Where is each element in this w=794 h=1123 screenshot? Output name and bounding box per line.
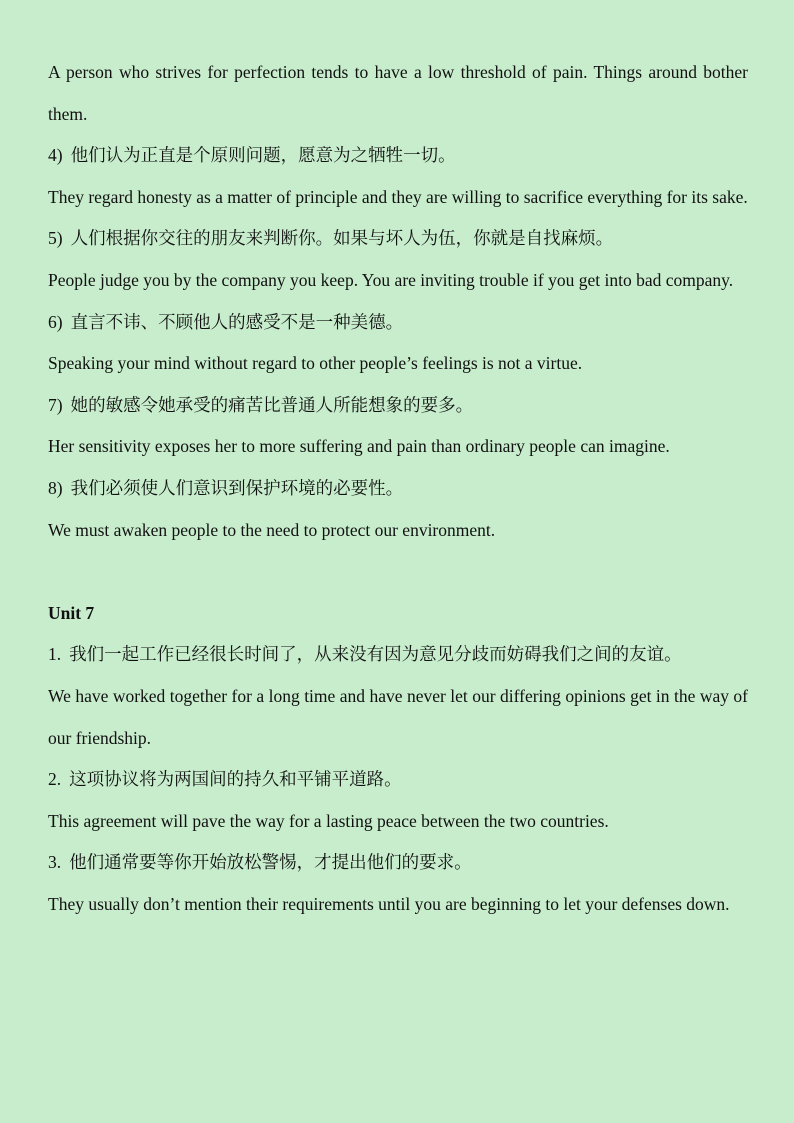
chinese-text: 他们认为正直是个原则问题，愿意为之牺牲一切。 xyxy=(70,145,456,166)
item-number: 8) xyxy=(48,477,63,498)
chinese-sentence xyxy=(48,842,748,884)
item-number: 2. xyxy=(48,769,62,790)
chinese-sentence xyxy=(48,135,748,177)
chinese-text: 她的敏感令她承受的痛苦比普通人所能想象的要多。 xyxy=(70,394,474,415)
english-sentence: This agreement will pave the way for a lasting peace between the two countries. xyxy=(48,810,609,831)
chinese-text: 人们根据你交往的朋友来判断你。如果与坏人为伍，你就是自找麻烦。 xyxy=(70,228,614,249)
chinese-text: 直言不讳、不顾他人的感受不是一种美德。 xyxy=(70,311,404,332)
english-sentence: We have worked together for a long time and have never let our differing opinions get in the way of our friendship. xyxy=(48,685,748,748)
chinese-text: 他们通常要等你开始放松警惕，才提出他们的要求。 xyxy=(69,852,472,873)
item-number: 1. xyxy=(48,644,62,665)
english-sentence: They regard honesty as a matter of principle and they are willing to sacrifice everything for its sake. xyxy=(48,186,748,207)
item-number: 5) xyxy=(48,228,63,249)
unit-heading: Unit 7 xyxy=(48,602,95,623)
english-sentence: We must awaken people to the need to protect our environment. xyxy=(48,519,496,540)
item-number: 6) xyxy=(48,311,63,332)
chinese-text: 我们一起工作已经很长时间了，从来没有因为意见分歧而妨碍我们之间的友谊。 xyxy=(69,644,682,665)
chinese-sentence xyxy=(48,759,748,801)
english-sentence: They usually don’t mention their requirements until you are beginning to let your defenses down. xyxy=(48,893,730,914)
english-sentence: People judge you by the company you keep. You are inviting trouble if you get into bad company. xyxy=(48,269,734,290)
item-number: 4) xyxy=(48,145,63,166)
chinese-sentence xyxy=(48,634,748,676)
chinese-sentence xyxy=(48,218,748,260)
english-sentence: Her sensitivity exposes her to more suffering and pain than ordinary people can imagine. xyxy=(48,436,670,457)
chinese-sentence xyxy=(48,468,748,510)
chinese-text: 我们必须使人们意识到保护环境的必要性。 xyxy=(70,477,404,498)
english-sentence: A person who strives for perfection tends to have a low threshold of pain. Things around bother them. xyxy=(48,62,748,124)
chinese-sentence xyxy=(48,385,748,427)
document-page xyxy=(48,52,748,925)
item-number: 3. xyxy=(48,852,62,873)
section-spacer xyxy=(48,551,748,593)
item-number: 7) xyxy=(48,394,63,415)
english-sentence: Speaking your mind without regard to other people’s feelings is not a virtue. xyxy=(48,353,583,374)
chinese-sentence xyxy=(48,302,748,344)
chinese-text: 这项协议将为两国间的持久和平铺平道路。 xyxy=(69,769,402,790)
